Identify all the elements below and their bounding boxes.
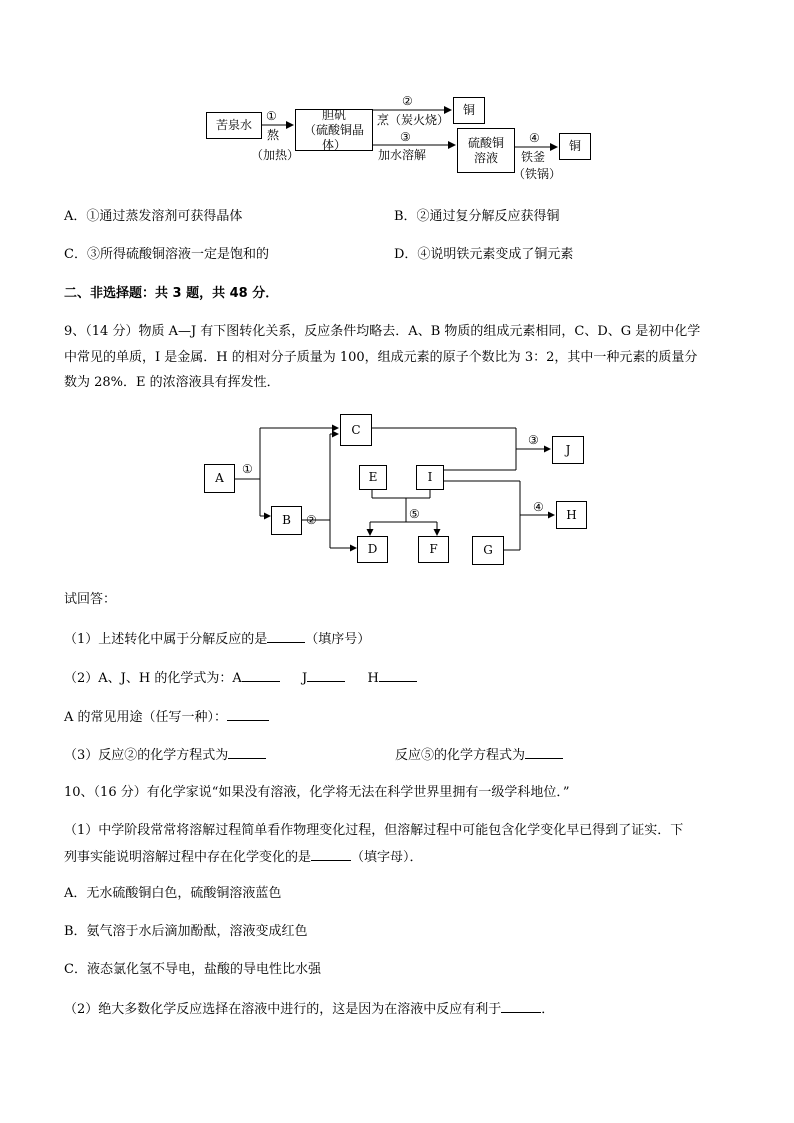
q9-reaction-1: ① <box>242 462 253 476</box>
q9-node-h <box>556 501 587 529</box>
q10-option-b: B．氨气溶于水后滴加酚酞，溶液变成红色 <box>64 924 308 939</box>
flow1-box-kuquanshui-label: 苦泉水 <box>215 118 252 132</box>
q9-sub1-blank[interactable] <box>267 630 305 643</box>
flow1-box-tong-top-label: 铜 <box>462 103 475 117</box>
q9-node-a <box>204 464 235 493</box>
q9-sub1-hint: （填序号） <box>305 632 371 647</box>
flow1-step3-num: ③ <box>400 130 411 144</box>
q9-node-i <box>416 465 444 490</box>
q10-sub2-text: （2）绝大多数化学反应选择在溶液中进行的，这是因为在溶液中反应有利于 <box>64 1002 502 1017</box>
q9-node-d <box>357 536 388 563</box>
q9-reaction-3: ③ <box>528 433 539 447</box>
q9-sub3-text-b: 反应⑤的化学方程式为 <box>395 748 526 763</box>
flow1-box-liusuantong-line2: 溶液 <box>473 150 498 165</box>
q9-node-f <box>418 536 449 563</box>
q10-sub1-line1: （1）中学阶段常常将溶解过程简单看作物理变化过程，但溶解过程中可能包含化学变化早已得到了证实．下 <box>64 823 684 838</box>
flow1-step1-cond: （加热） <box>251 148 300 162</box>
q9-node-c-label: C <box>351 422 361 437</box>
q8-option-d: D．④说明铁元素变成了铜元素 <box>394 247 574 262</box>
q9-sub3-text-a: （3）反应②的化学方程式为 <box>64 748 229 763</box>
q9-node-e-label: E <box>368 470 378 484</box>
q9-sub2 <box>64 669 417 687</box>
flow1-step1-num: ① <box>266 109 277 123</box>
flow1-step4-cond: （铁锅） <box>513 167 562 181</box>
flow1-step2-text: 烹（炭火烧） <box>377 113 450 127</box>
flow1-step4-num: ④ <box>529 131 540 145</box>
q10-sub1-blank[interactable] <box>311 848 351 861</box>
q9-sub3-right <box>395 746 563 764</box>
q9-sub1 <box>64 630 370 648</box>
q9-sub3-blank-b[interactable] <box>525 746 563 759</box>
q10-option-c: C．液态氯化氢不导电，盐酸的导电性比水强 <box>64 962 321 977</box>
q9-reaction-4: ④ <box>533 500 544 514</box>
q8-option-c: C．③所得硫酸铜溶液一定是饱和的 <box>64 247 269 262</box>
q9-node-i-label: I <box>427 470 433 484</box>
flow1-step3-text: 加水溶解 <box>378 148 427 162</box>
q9-node-h-label: H <box>566 507 577 522</box>
q9-line1: 9、（14 分）物质 A—J 有下图转化关系，反应条件均略去．A、B 物质的组成元素相同，C、D、G 是初中化学 <box>64 324 701 339</box>
q9-line3: 数为 28%．E 的浓溶液具有挥发性． <box>64 375 280 390</box>
q9-sub2-text: （2）A、J、H 的化学式为：A <box>64 671 242 686</box>
q9-node-j <box>552 436 584 464</box>
flow1-step1-text: 熬 <box>267 128 280 142</box>
q9-sub3-blank-a[interactable] <box>228 746 266 759</box>
q9-node-e <box>359 465 387 490</box>
section2-title: 二、非选择题：共 3 题，共 48 分． <box>64 286 279 301</box>
q8-option-a: A．①通过蒸发溶剂可获得晶体 <box>64 209 243 224</box>
q9-sub2-j-label: J <box>302 671 308 686</box>
q9-sub2-use-text: A 的常见用途（任写一种）： <box>64 710 228 725</box>
q9-sub2-blank-h[interactable] <box>379 669 417 682</box>
q9-sub2-blank-j[interactable] <box>307 669 345 682</box>
q8-option-b: B．②通过复分解反应获得铜 <box>394 209 560 224</box>
q9-node-d-label: D <box>367 542 378 556</box>
flow1-box-liusuantong-line1: 硫酸铜 <box>467 135 504 150</box>
q9-sub2-blank-a[interactable] <box>242 669 280 682</box>
q10-option-a: A．无水硫酸铜白色，硫酸铜溶液蓝色 <box>64 886 282 901</box>
q9-sub2-h-label: H <box>367 671 379 686</box>
q10-sub2 <box>64 1000 554 1018</box>
q10-sub1-hint: （填字母）． <box>351 850 423 865</box>
q9-node-c <box>340 414 372 446</box>
q9-node-a-label: A <box>215 471 224 485</box>
q9-sub2-use-blank[interactable] <box>227 708 269 721</box>
q9-sub2-use <box>64 708 269 726</box>
q10-sub1-line2-text: 列事实能说明溶解过程中存在化学变化的是 <box>64 850 312 865</box>
q10-sub1-line2 <box>64 848 423 866</box>
q9-prompt: 试回答： <box>64 592 117 607</box>
q10-sub2-blank[interactable] <box>501 1000 541 1013</box>
q9-reaction-5: ⑤ <box>409 507 420 521</box>
q9-node-f-label: F <box>429 542 438 556</box>
q9-node-b <box>271 506 302 535</box>
q9-node-g-label: G <box>483 543 493 557</box>
flow1-box-tong-right-label: 铜 <box>568 139 581 153</box>
flow1-box-danfan-line2: （硫酸铜晶体） <box>303 122 364 152</box>
q9-node-g <box>472 536 504 565</box>
q10-line1: 10、（16 分）有化学家说“如果没有溶液，化学将无法在科学世界里拥有一级学科地位．” <box>64 785 570 800</box>
q10-sub2-end: ． <box>541 1002 555 1017</box>
q9-node-b-label: B <box>282 513 291 527</box>
flow1-step4-text: 铁釜 <box>521 150 546 164</box>
q9-node-j-label: J <box>565 442 571 457</box>
q9-sub1-text: （1）上述转化中属于分解反应的是 <box>64 632 268 647</box>
q9-line2: 中常见的单质，I 是金属．H 的相对分子质量为 100，组成元素的原子个数比为 3：2，其中一种元素的质量分 <box>64 350 698 365</box>
flow1-box-danfan-line1: 胆矾 <box>321 107 346 122</box>
q9-reaction-2: ② <box>306 513 317 527</box>
q9-sub3-left <box>64 746 266 764</box>
flow1-step2-num: ② <box>402 94 413 108</box>
